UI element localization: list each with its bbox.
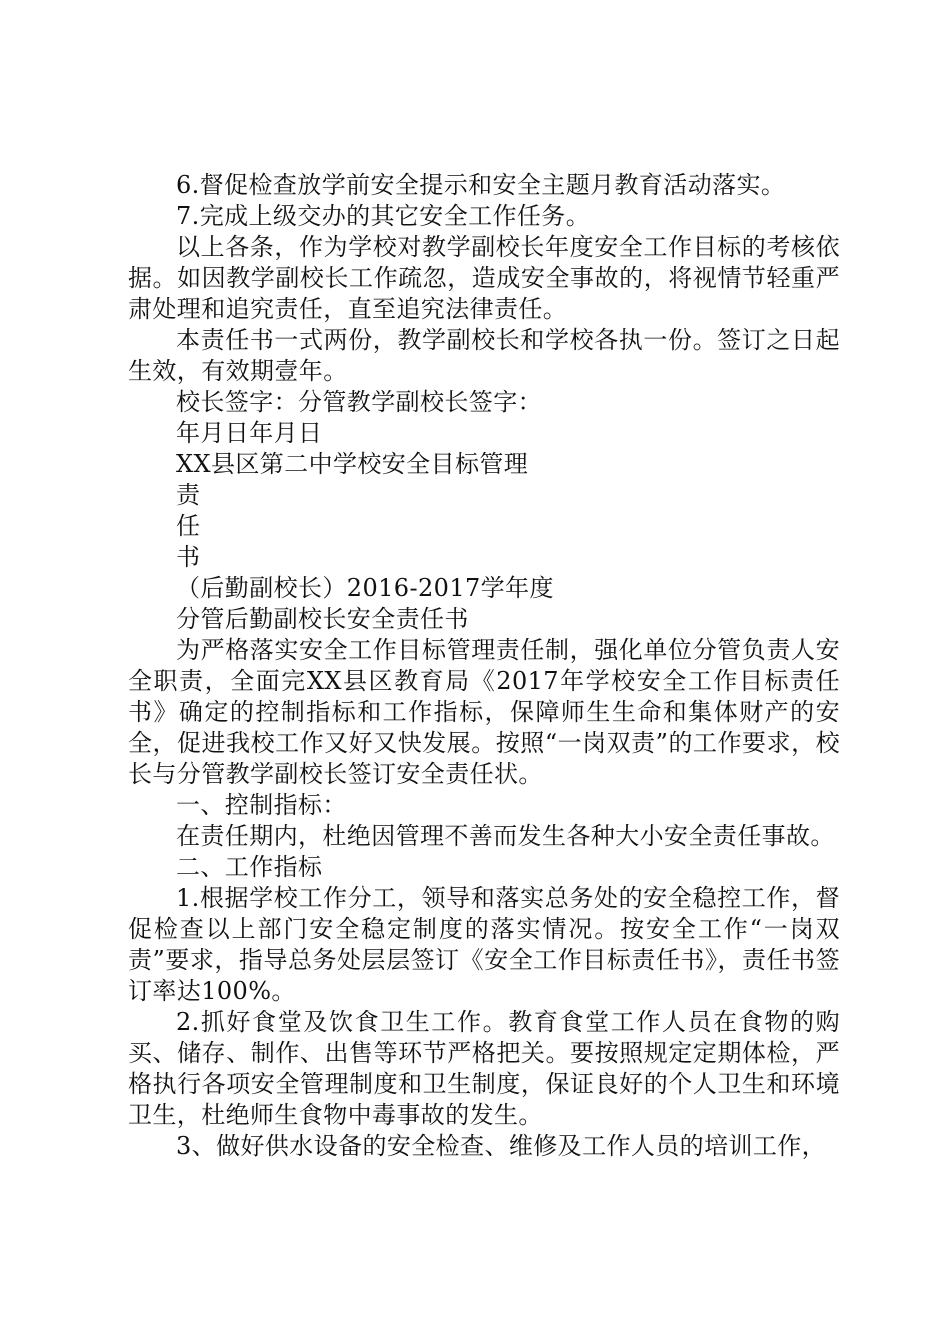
heading-control-indicators: 一、控制指标： [176,791,347,819]
paragraph-copies-validity: 本责任书一式两份，教学副校长和学校各执一份。签订之日起生效，有效期壹年。 [128,326,840,385]
title-char-ren: 任 [176,512,201,540]
school-title-line: XX县区第二中学校安全目标管理 [176,450,529,478]
heading-work-indicators: 二、工作指标 [176,853,323,881]
signature-line: 校长签字：分管教学副校长签字： [176,388,542,416]
paragraph-item-7: 7.完成上级交办的其它安全工作任务。 [176,202,591,230]
paragraph-work-item-1: 1.根据学校工作分工，领导和落实总务处的安全稳控工作，督促检查以上部门安全稳定制度的落实情况。按安全工作“一岗双责”要求，指导总务处层层签订《安全工作目标责任书》，责任书签订率达100%。 [128,884,840,1005]
paragraph-control-text: 在责任期内，杜绝因管理不善而发生各种大小安全责任事故。 [176,822,835,850]
paragraph-intro: 为严格落实安全工作目标管理责任制，强化单位分管负责人安全职责，全面完XX县区教育局《2017年学校安全工作目标责任书》确定的控制指标和工作指标，保障师生生命和集体财产的安全，促进我校工作又好又快发展。按照“一岗双责”的工作要求，校长与分管教学副校长签订安全责任状。 [128,636,840,788]
subtitle-year-line: （后勤副校长）2016-2017学年度 [176,574,554,602]
title-char-ze: 责 [176,481,201,509]
title-char-shu: 书 [176,543,201,571]
paragraph-work-item-2: 2.抓好食堂及饮食卫生工作。教育食堂工作人员在食物的购买、储存、制作、出售等环节严格把关。要按照规定定期体检，严格执行各项安全管理制度和卫生制度，保证良好的个人卫生和环境卫生，杜绝师生食物中毒事故的发生。 [128,1008,840,1129]
section-title: 分管后勤副校长安全责任书 [176,605,469,633]
date-line: 年月日年月日 [176,419,323,447]
document-body [128,170,840,1162]
paragraph-item-6: 6.督促检查放学前安全提示和安全主题月教育活动落实。 [176,171,786,199]
paragraph-work-item-3: 3、做好供水设备的安全检查、维修及工作人员的培训工作， [176,1132,827,1160]
paragraph-assessment-basis: 以上各条，作为学校对教学副校长年度安全工作目标的考核依据。如因教学副校长工作疏忽，造成安全事故的，将视情节轻重严肃处理和追究责任，直至追究法律责任。 [128,233,840,323]
